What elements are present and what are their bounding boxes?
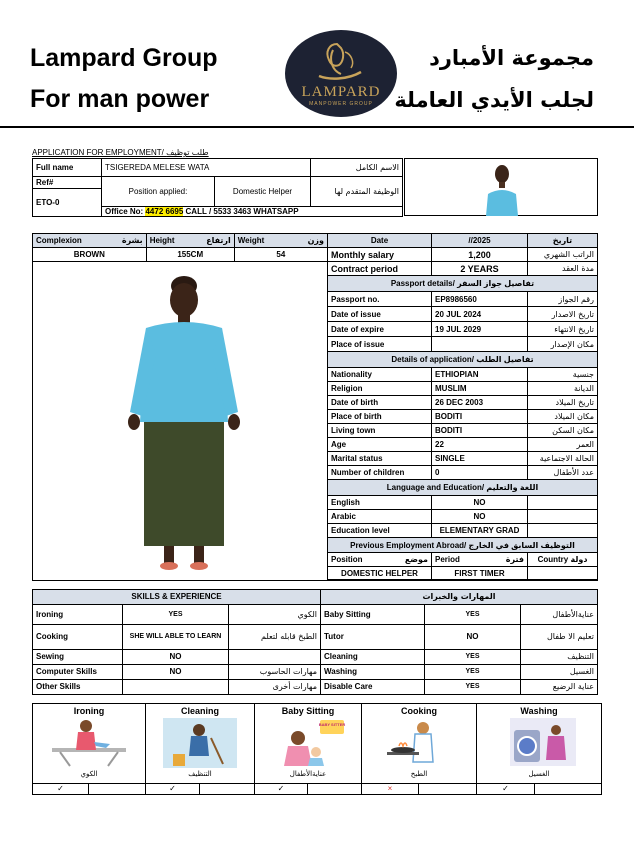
icon-cell-title: Baby Sitting <box>281 706 335 716</box>
details-row-value: BODITI <box>432 410 528 424</box>
details-row-value: BODITI <box>432 424 528 438</box>
applicant-photo <box>36 262 324 578</box>
skill-label: Cleaning <box>321 649 425 664</box>
icon-check: ✓ <box>33 784 89 795</box>
icon-cell-title: Cooking <box>401 706 437 716</box>
icon-cell-cooking <box>362 704 477 784</box>
details-row-ar: الحالة الاجتماعية <box>528 452 598 466</box>
ironing-icon <box>36 716 142 768</box>
language-row-label: Arabic <box>328 510 432 524</box>
full-name-value: TSIGEREDA MELESE WATA <box>102 159 311 177</box>
skill-ar: عنايةالأطفال <box>521 604 598 624</box>
weight-header <box>234 234 327 248</box>
logo-text: LAMPARD <box>301 84 381 100</box>
complexion-label: Complexion <box>36 236 82 245</box>
details-row-label: Religion <box>328 382 432 396</box>
icon-check: ✓ <box>255 784 308 795</box>
details-row-ar: جنسية <box>528 368 598 382</box>
salary-value: 1,200 <box>432 248 528 262</box>
skill-ar: الغسيل <box>521 664 598 679</box>
skill-label: Sewing <box>33 649 123 664</box>
header-rule <box>0 126 634 128</box>
skill-ar: الكوي <box>229 604 321 624</box>
employment-period-value: FIRST TIMER <box>432 567 528 580</box>
applicant-info-table <box>32 158 403 217</box>
details-row-label: Marital status <box>328 452 432 466</box>
employment-period-header <box>432 553 528 567</box>
icon-cell-ironing <box>33 704 146 784</box>
icon-cell-ar: الكوي <box>80 770 98 778</box>
passport-row-value: 20 JUL 2024 <box>432 307 528 322</box>
language-row-label: English <box>328 496 432 510</box>
passport-row-label: Date of expire <box>328 322 432 337</box>
baby-sitting-icon <box>258 716 358 768</box>
details-row-label: Age <box>328 438 432 452</box>
employment-country-header <box>528 553 598 567</box>
skill-value: YES <box>425 664 521 679</box>
employment-period-label: Period <box>435 555 460 564</box>
position-value: Domestic Helper <box>215 177 311 207</box>
icon-cell-title: Ironing <box>73 706 105 716</box>
details-row-ar: مكان السكن <box>528 424 598 438</box>
icon-cell-ar: الطبخ <box>410 770 428 778</box>
weight-ar: وزن <box>307 236 324 245</box>
details-row-label: Living town <box>328 424 432 438</box>
details-row-ar: عدد الأطفال <box>528 466 598 480</box>
icon-cell-cleaning <box>146 704 255 784</box>
office-number: 4472 6695 <box>145 207 184 216</box>
employment-period-ar: فترة <box>505 555 524 564</box>
icon-cell-baby-sitting <box>255 704 362 784</box>
language-row-value: NO <box>432 510 528 524</box>
header-title-ar-1: مجموعة الأمبارد <box>429 46 594 70</box>
salary-ar: الراتب الشهري <box>528 248 598 262</box>
language-row-value: ELEMENTARY GRAD <box>432 524 528 538</box>
height-label: Height <box>149 236 175 245</box>
icon-check: ✓ <box>146 784 200 795</box>
header-title-en-1: Lampard Group <box>30 44 218 72</box>
application-heading: APPLICATION FOR EMPLOYMENT/ طلب توظيف <box>32 148 209 157</box>
skill-value: NO <box>123 649 229 664</box>
icon-cell-ar: عنايةالأطفال <box>289 770 327 778</box>
complexion-value: BROWN <box>33 248 147 262</box>
height-value: 155CM <box>146 248 234 262</box>
employment-position-header <box>328 553 432 567</box>
date-value: //2025 <box>432 234 528 248</box>
weight-value: 54 <box>234 248 327 262</box>
position-ar: الوظيفة المتقدم لها <box>311 177 403 207</box>
skill-ar: مهارات أخرى <box>229 679 321 694</box>
icon-cell-washing <box>477 704 602 784</box>
passport-row-label: Place of issue <box>328 337 432 352</box>
skill-label: Washing <box>321 664 425 679</box>
height-header <box>146 234 234 248</box>
complexion-header <box>33 234 147 248</box>
washing-icon <box>480 716 598 768</box>
skills-icon-grid <box>32 703 602 795</box>
details-row-ar: مكان الميلاد <box>528 410 598 424</box>
skills-heading-en: SKILLS & EXPERIENCE <box>33 590 321 605</box>
logo-subtext: MANPOWER GROUP <box>309 101 373 107</box>
skill-value: SHE WILL ABLE TO LEARN <box>123 624 229 649</box>
passport-row-ar: رقم الجواز <box>528 292 598 307</box>
skills-table <box>32 589 598 695</box>
skills-heading-ar: المهارات والخبرات <box>321 590 598 605</box>
icon-cell-ar: الغسيل <box>528 770 550 778</box>
icon-check: ✓ <box>477 784 535 795</box>
skill-value: YES <box>425 679 521 694</box>
full-name-label: Full name <box>33 159 102 177</box>
height-ar: ارتفاع <box>206 236 231 245</box>
details-row-value: ETHIOPIAN <box>432 368 528 382</box>
header-title-en-2: For man power <box>30 85 210 113</box>
language-row-label: Education level <box>328 524 432 538</box>
skill-label: Baby Sitting <box>321 604 425 624</box>
skill-ar <box>229 649 321 664</box>
office-label: Office No: <box>105 207 144 216</box>
icon-cross: × <box>362 784 419 795</box>
skill-label: Other Skills <box>33 679 123 694</box>
details-row-label: Date of birth <box>328 396 432 410</box>
employment-position-value: DOMESTIC HELPER <box>328 567 432 580</box>
employment-country-label: Country <box>537 555 569 564</box>
passport-heading: Passport details/ تفاصيل جواز السفر <box>328 276 598 292</box>
period-value: 2 YEARS <box>432 262 528 276</box>
period-ar: مدة العقد <box>528 262 598 276</box>
employment-heading: Previous Employment Abroad/ التوظيف السابق في الخارج <box>328 538 598 553</box>
details-row-value: 22 <box>432 438 528 452</box>
employment-country-value <box>528 567 598 580</box>
logo-woman-icon <box>285 32 397 87</box>
passport-row-ar: تاريخ الانتهاء <box>528 322 598 337</box>
office-rest: CALL / 5533 3463 WHATSAPP <box>185 207 299 216</box>
skill-ar: تعليم الا طفال <box>521 624 598 649</box>
details-heading: Details of application/ تفاصيل الطلب <box>328 352 598 368</box>
skill-label: Tutor <box>321 624 425 649</box>
passport-row-value <box>432 337 528 352</box>
details-row-value: SINGLE <box>432 452 528 466</box>
details-row-ar: الديانة <box>528 382 598 396</box>
details-row-ar: العمر <box>528 438 598 452</box>
employment-country-ar: دولة <box>570 555 588 564</box>
details-row-value: MUSLIM <box>432 382 528 396</box>
details-row-label: Number of children <box>328 466 432 480</box>
cleaning-icon <box>149 716 251 768</box>
skill-ar: عناية الرضيع <box>521 679 598 694</box>
position-label: Position applied: <box>102 177 215 207</box>
passport-row-label: Passport no. <box>328 292 432 307</box>
details-row-value: 0 <box>432 466 528 480</box>
skill-value: NO <box>123 664 229 679</box>
main-grid <box>32 233 598 581</box>
applicant-headshot <box>482 160 522 216</box>
full-name-ar: الاسم الكامل <box>311 159 403 177</box>
date-label: Date <box>328 234 432 248</box>
headshot-frame <box>404 158 598 216</box>
passport-row-label: Date of issue <box>328 307 432 322</box>
details-row-label: Place of birth <box>328 410 432 424</box>
skill-ar: مهارات الحاسوب <box>229 664 321 679</box>
applicant-full-photo <box>33 262 328 581</box>
skill-ar: التنظيف <box>521 649 598 664</box>
ref-label: Ref# <box>33 177 102 189</box>
date-ar: تاريخ <box>528 234 598 248</box>
passport-row-ar: تاريخ الاصدار <box>528 307 598 322</box>
details-row-label: Nationality <box>328 368 432 382</box>
language-row-value: NO <box>432 496 528 510</box>
language-heading: Language and Education/ اللغة والتعليم <box>328 480 598 496</box>
icon-cell-ar: التنظيف <box>188 770 212 778</box>
details-row-ar: تاريخ الميلاد <box>528 396 598 410</box>
employment-position-label: Position <box>331 555 363 564</box>
passport-row-value: EP8986560 <box>432 292 528 307</box>
skill-label: Cooking <box>33 624 123 649</box>
baby-sitter-badge: BABY SITTER <box>318 722 346 727</box>
skill-value: NO <box>425 624 521 649</box>
skill-value: YES <box>425 604 521 624</box>
skill-ar: الطبخ قابله لتعلم <box>229 624 321 649</box>
ref-value: ETO-0 <box>33 189 102 217</box>
weight-label: Weight <box>237 236 265 245</box>
passport-row-value: 19 JUL 2029 <box>432 322 528 337</box>
salary-label: Monthly salary <box>328 248 432 262</box>
employment-position-ar: موضع <box>404 555 428 564</box>
office-contact <box>102 207 403 217</box>
icon-cell-title: Cleaning <box>180 706 219 716</box>
period-label: Contract period <box>328 262 432 276</box>
complexion-ar: بشرة <box>121 236 143 245</box>
skill-value: YES <box>425 649 521 664</box>
skill-label: Ironing <box>33 604 123 624</box>
skill-value: YES <box>123 604 229 624</box>
passport-row-ar: مكان الإصدار <box>528 337 598 352</box>
skill-label: Computer Skills <box>33 664 123 679</box>
skill-value <box>123 679 229 694</box>
cooking-icon <box>365 716 473 768</box>
icon-cell-title: Washing <box>520 706 558 716</box>
company-logo <box>285 30 397 117</box>
details-row-value: 26 DEC 2003 <box>432 396 528 410</box>
header-title-ar-2: لجلب الأيدي العاملة <box>394 88 594 112</box>
skill-label: Disable Care <box>321 679 425 694</box>
